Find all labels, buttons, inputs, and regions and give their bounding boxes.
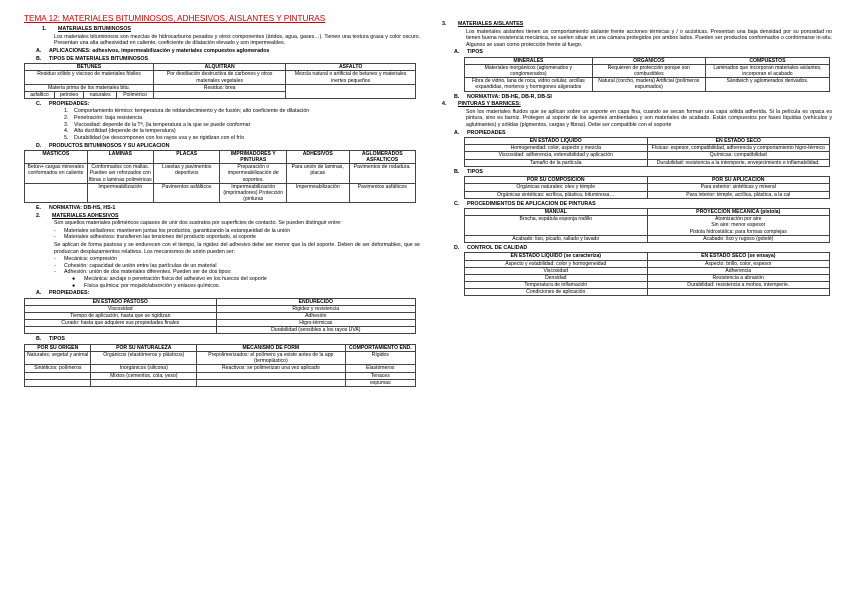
- adhesive-properties-table: [24, 298, 416, 335]
- table-cell: Polimérico: [117, 91, 154, 98]
- table-cell: Impermeabilización: [87, 183, 153, 202]
- table-cell: Para interior: témple, acrílica, plástica, a la cal: [647, 191, 830, 198]
- table-cell: Orgánicos (elastómeros y plásticos): [91, 352, 197, 365]
- property-item: 2. Penetración: baja resistencia: [64, 115, 143, 122]
- table-cell: Homogeneidad: color, aspecto y mezcla: [465, 145, 648, 152]
- section-1-b: B. TIPOS DE MATERIALES BITUMINOSOS: [36, 55, 149, 62]
- table-header: MECANISMO DE FORM: [197, 345, 346, 352]
- table-cell: Materia prima de los materiales bitu.: [25, 84, 154, 91]
- property-item: 5. Durabilidad (se descomponen con los rayos uva y se rigidizan con el frío: [64, 134, 245, 141]
- table-cell: Sintéticos: polímeros: [25, 365, 91, 372]
- table-header: EN ESTADO LIQUIDO: [465, 138, 648, 145]
- table-cell: Residuo: brea: [154, 84, 286, 91]
- table-cell: Aspecto y estabilidad: color y homogeneidad: [465, 260, 648, 267]
- table-cell: [91, 379, 197, 386]
- table-header: POR SU ORIGEN: [25, 345, 91, 352]
- table-cell: Natural (corcho, madera) Artificial (polímeros espumados): [592, 78, 705, 91]
- table-cell: Tiempo de aplicación, hasta que se rigidizan: [25, 313, 217, 320]
- table-cell: Aspecto: brillo, color, espesor: [647, 260, 830, 267]
- table-cell: Losetas y pavimentos deportivos: [154, 164, 220, 183]
- table-cell: Pavimentos de rodadura.: [349, 164, 416, 183]
- table-cell: [25, 327, 217, 334]
- table-cell: espumas: [345, 379, 415, 386]
- section-1-c: C. PROPIEDADES:: [36, 100, 90, 107]
- table-cell: Resistencia a abrasión: [647, 274, 830, 281]
- table-header: IMPRIMADORES Y PINTURAS: [220, 151, 286, 164]
- dash-item: - Cohesión: capacidad de unión entre las partículas de un material: [54, 262, 217, 269]
- table-cell: Laminados que incorporan materiales aislantes, incorporan el acabado: [705, 65, 829, 78]
- table-cell: Durabilidad (sensibles a los rayos UVA): [216, 327, 415, 334]
- section-3-b: B. NORMATIVA: DB-HE, DB-R, DB-SI: [454, 93, 552, 100]
- table-cell: [286, 84, 416, 98]
- left-column: [24, 0, 420, 389]
- table-header: MANUAL: [465, 209, 648, 216]
- table-header: AGLOMERADOS ASFALTICOS: [349, 151, 416, 164]
- table-cell: Rigidez y resistencia: [216, 306, 415, 313]
- table-cell: Por destilación destructiva de carbones y otros materiales vegetales: [154, 71, 286, 84]
- table-cell: Sándwich y aglomerados derivados.: [705, 78, 829, 91]
- section-4-b: B. TIPOS: [454, 168, 483, 175]
- section-1-a: A. APLICACIONES: adhesivos, impermeabilización y materiales compuestos aglomerados: [36, 48, 270, 55]
- table-cell: Requieren de protección porque son combustibles: [592, 65, 705, 78]
- table-header: COMPORTAMIENTO END.: [345, 345, 415, 352]
- table-cell: [25, 379, 91, 386]
- section-1-d: D. PRODUCTOS BITUMINOSOS Y SU APLICACION: [36, 142, 170, 149]
- table-header: LAMINAS: [87, 151, 153, 164]
- table-header: POR SU NATURALEZA: [91, 345, 197, 352]
- table-header: ENDURECIDO: [216, 298, 415, 305]
- table-cell: Orgánicas naturales: oleo y témple: [465, 184, 648, 191]
- section-3-a: A. TIPOS: [454, 49, 483, 56]
- table-header: EN ESTADO SECO (se ensaya): [647, 253, 830, 260]
- section-1-heading: 1. MATERIALES BITUMINOSOS: [42, 26, 131, 33]
- table-header: ALQUITRAN: [154, 64, 286, 71]
- paint-properties-table: [464, 137, 830, 166]
- table-cell: Inorgánicos (silicona): [91, 365, 197, 372]
- table-header: POR SU APLICACION: [647, 177, 830, 184]
- table-cell: Residuo sólido y viscoso de materiales fósiles: [25, 71, 154, 84]
- property-item: 3. Viscosidad: depende de la Tª, (la temperatura a la que se puede conformar: [64, 121, 251, 128]
- section-4-heading: 4. PINTURAS Y BARNICES:: [442, 101, 521, 108]
- table-cell: Naturales; vegetal y animal: [25, 352, 91, 365]
- table-header: BETUNES: [25, 64, 154, 71]
- table-cell: [647, 288, 830, 295]
- table-cell: [154, 91, 286, 98]
- bullet-item: ● Física química: por mojado/absorción y enlaces químicos.: [72, 282, 221, 289]
- table-cell: Rígidos: [345, 352, 415, 365]
- table-cell: Conformados con mallas. Pueden ser reforzados con fibras o laminas poliméricas: [88, 164, 152, 183]
- table-cell: [25, 372, 91, 379]
- bituminous-products-table: [24, 150, 416, 203]
- bullet-item: ● Mecánica: anclaje o penetración física del adhesivo en los huecos del soporte: [72, 276, 267, 283]
- table-header: EN ESTADO LIQUIDO (se caracteriza): [465, 253, 648, 260]
- table-cell: Prepolimerizados: el polímero ya existe antes de la app (termoplástico): [197, 352, 346, 365]
- paint-types-table: [464, 176, 830, 198]
- table-cell: Mixtos (cementos, cola, yeso): [91, 372, 197, 379]
- bituminous-types-table: [24, 63, 416, 99]
- section-4-intro: Son los materiales fluidos que se aplican sobre un soporte en capa fina, cuando se secan forman una capa sólida adherida. Si la película es opaca es pintura, sino es barniz. Protegen al soporte de los agentes ambientales y son materiales de acabado. Están compuestos por fases líquidas (vehículos y aglutinantes) y sólidas (pigmentos, cargas y fibras). Debe ser compatible con el soporte: [466, 108, 832, 129]
- table-cell: Físicas: espesor, compatibilidad, adherencia y comportamiento higro-térmico: [647, 145, 830, 152]
- quality-control-table: [464, 252, 830, 296]
- table-cell: naturales: [84, 91, 117, 98]
- table-cell: Para exterior: sintéticas y mineral: [647, 184, 830, 191]
- table-header: MASTICOS: [25, 151, 88, 164]
- table-header: ASFALTO: [286, 64, 416, 71]
- table-cell: Condiciones de aplicación: [465, 288, 648, 295]
- section-3-heading: 3. MATERIALES AISLANTES: [442, 21, 524, 27]
- table-cell: Acabado: liso, picado, rallado y lavado: [465, 235, 648, 242]
- document-title: TEMA 12: MATERIALES BITUMINOSOS, ADHESIVOS, AISLANTES Y PINTURAS: [24, 14, 326, 23]
- table-header: MINERALES: [465, 58, 593, 65]
- table-cell: Tamaño de la partícula: [465, 159, 648, 166]
- table-cell: Viscosidad: [465, 267, 648, 274]
- table-cell: Acabado: liso y rugoso (gotelé): [647, 235, 830, 242]
- section-3-intro: Los materiales aislantes tienen un comportamiento aislante frente acciones térmicas y / o acústicas. Presentan una baja densidad por su porosidad no tienen buena resistencia mecánica, se suelen situar en una cámara protegidos por ambos lados. Pueden ser productos conformados o conformarse in-situ. Algunos se usan como protección frente al fuego.: [466, 28, 832, 48]
- table-cell: Viscosidad: [25, 306, 217, 313]
- table-cell: Para unión de laminas, placas: [286, 164, 349, 183]
- table-cell: Tenaces: [345, 372, 415, 379]
- section-2-heading: 2. MATERIALES ADHESIVOS: [36, 212, 119, 219]
- property-item: 4. Alta ductilidad (depende de la temperatura): [64, 128, 176, 135]
- table-cell: Densidad: [465, 274, 648, 281]
- table-cell: petroleo: [54, 91, 83, 98]
- table-cell: Pavimentos asfálticos: [154, 183, 220, 202]
- table-cell: Impermeabilización (imprimadores) Protección (pinturas: [220, 183, 286, 202]
- dash-item: - Adhesión: unión de dos materiales diferentes. Pueden ser de dos tipos:: [54, 269, 232, 276]
- dash-item: - Materiales selladores: mantienen juntas los productos, garantizando la estanqueidad de la unión: [54, 227, 291, 234]
- table-cell: Adherencia: [647, 267, 830, 274]
- table-header: ORGANICOS: [592, 58, 705, 65]
- adhesive-types-table: [24, 344, 416, 387]
- table-cell: Viscosidad: adherencia, extensibilidad y aplicación: [465, 152, 648, 159]
- table-cell: Preparación o impermeabilización de soportes.: [220, 164, 286, 183]
- section-2-intro: Son aquellos materiales poliméricos capaces de unir dos sustratos por superficies de contacto. Se pueden distinguir entre:: [54, 220, 342, 227]
- table-header: PROYECCION MECANICA (pistola): [647, 209, 830, 216]
- table-cell: [197, 379, 346, 386]
- table-cell: Betún+ cargas minerales conformados en caliente: [25, 164, 88, 183]
- table-cell: Brocha, espátula esponja rodillo: [465, 216, 648, 235]
- right-column: [442, 20, 832, 298]
- table-cell: Higro-térmicas: [216, 320, 415, 327]
- table-header: POR SU COMPOSICION: [465, 177, 648, 184]
- table-cell: Pavimentos asfálticos: [349, 183, 416, 202]
- table-cell: Temperatura de inflamación: [465, 281, 648, 288]
- table-cell: Durabilidad: resistencia a la intemperie, envejecimiento e inflamabilidad.: [647, 159, 830, 166]
- insulation-types-table: [464, 57, 830, 92]
- table-cell: Elastómeros: [345, 365, 415, 372]
- paint-application-table: [464, 208, 830, 243]
- table-cell: Curado: hasta que adquiere sus propiedades finales: [25, 320, 217, 327]
- table-cell: Fibra de vidrio, lana de roca, vidrio celular, arcillas expandidas, morteros y hormigones aligerados: [465, 78, 593, 91]
- table-cell: Químicas: compatibilidad: [647, 152, 830, 159]
- table-cell: Adhesión: [216, 313, 415, 320]
- table-cell: Atomización por aire Sin aire: menor espesor Pistola hidrostática: para formas complejas: [647, 216, 830, 235]
- table-header: EN ESTADO PASTOSO: [25, 298, 217, 305]
- table-header: COMPUESTOS: [705, 58, 829, 65]
- table-header: ADHESIVOS: [286, 151, 349, 164]
- section-1-e: E. NORMATIVA: DB-HS, HS-1: [36, 204, 116, 211]
- table-cell: Orgánicas sintéticas: acrílica, plástica, bituminosa…: [465, 191, 648, 198]
- table-cell: Mezcla natural o artificial de betunes y materiales inertes pequeños: [286, 71, 416, 84]
- section-2-b: B. TIPOS: [36, 336, 65, 343]
- dash-item: - Mecánica: compresión: [54, 256, 117, 263]
- section-4-a: A. PROPIEDADES: [454, 129, 506, 136]
- table-cell: Reactivos: se polimerizan una vez aplicado: [197, 365, 346, 372]
- table-cell: Materiales inorgánicos (aglomerados y conglomerados): [465, 65, 593, 78]
- table-cell: [25, 183, 88, 202]
- section-2-a: A. PROPIEDADES:: [36, 290, 90, 297]
- dash-item: - Materiales adhesivos: transfieren las tensiones del producto soportado, al soporte: [54, 234, 256, 241]
- section-4-c: C. PROCEDIMIENTOS DE APLICACION DE PINTURAS: [454, 200, 596, 207]
- table-cell: Durabilidad: resistencia a mohos, intemperie.: [647, 281, 830, 288]
- property-item: 1. Comportamiento térmico: temperatura de reblandecimiento y de fusión; alto coeficiente de dilatación: [64, 108, 310, 115]
- section-2-paragraph: Se aplican de forma pastosa y se endurecen con el tiempo, la rigidez del adhesivo debe ser menor que la del soporte. Deben de ser deformables, que se produzcan desplazamientos relativos. Los mecanismos de unión pueden ser:: [54, 242, 420, 255]
- table-header: PLACAS: [154, 151, 220, 164]
- table-cell: [197, 372, 346, 379]
- table-cell: asfaltico: [25, 91, 55, 98]
- section-1-intro: Los materiales bituminosos son mezclas de hidrocarburos pesados y otros componentes (áridos, agua, gases…). Tienen una textura grasa y color oscuro. Presentan una alta adhesividad en caliente, coeficiente de dilatación elevado y son impermeables.: [54, 33, 420, 47]
- table-cell: Impermeabilización: [286, 183, 349, 202]
- table-header: EN ESTADO SECO: [647, 138, 830, 145]
- section-4-d: D. CONTROL DE CALIDAD: [454, 244, 528, 251]
